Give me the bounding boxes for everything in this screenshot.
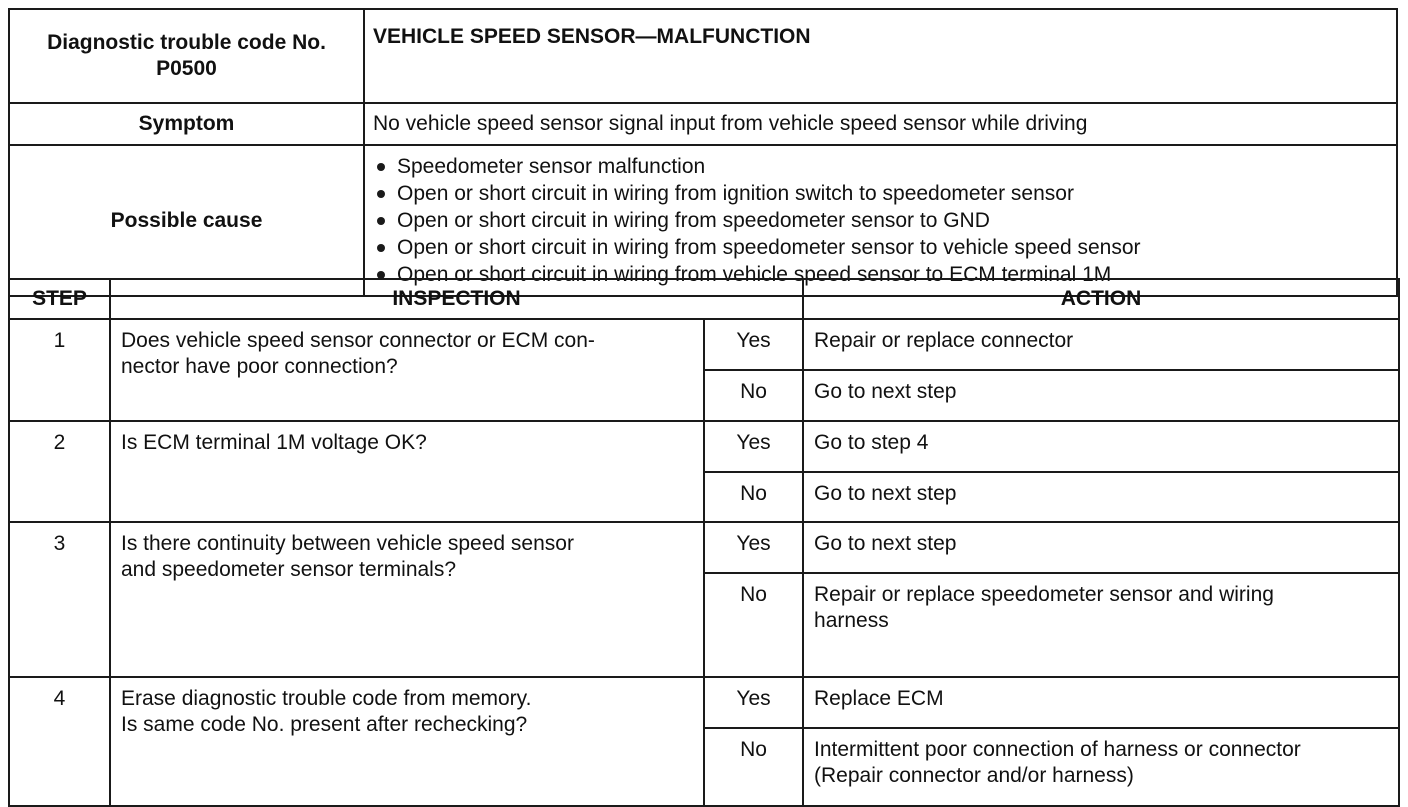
yes-label: Yes bbox=[704, 677, 803, 728]
inspection-question: Is there continuity between vehicle speed sensor and speedometer sensor terminals? bbox=[110, 522, 704, 677]
yes-label: Yes bbox=[704, 522, 803, 573]
code-row bbox=[9, 9, 1397, 103]
inspection-question: Erase diagnostic trouble code from memory. Is same code No. present after rechecking? bbox=[110, 677, 704, 806]
symptom-label: Symptom bbox=[9, 103, 364, 145]
symptom-row bbox=[9, 103, 1397, 145]
step-row bbox=[9, 677, 1399, 728]
code-header-table bbox=[8, 8, 1398, 297]
no-action: Intermittent poor connection of harness or connector (Repair connector and/or harness) bbox=[803, 728, 1399, 806]
step-column-header: STEP bbox=[9, 279, 110, 319]
inspection-question: Does vehicle speed sensor connector or ECM con- nector have poor connection? bbox=[110, 319, 704, 421]
step-number: 1 bbox=[9, 319, 110, 421]
inspection-question: Is ECM terminal 1M voltage OK? bbox=[110, 421, 704, 522]
step-row bbox=[9, 522, 1399, 573]
no-label: No bbox=[704, 728, 803, 806]
possible-cause-cell bbox=[364, 145, 1397, 296]
no-label: No bbox=[704, 370, 803, 421]
steps-header-row bbox=[9, 279, 1399, 319]
code-label: Diagnostic trouble code No. P0500 bbox=[9, 9, 364, 103]
yes-action: Go to next step bbox=[803, 522, 1399, 573]
action-column-header: ACTION bbox=[803, 279, 1399, 319]
no-label: No bbox=[704, 472, 803, 522]
possible-cause-label: Possible cause bbox=[9, 145, 364, 296]
no-action: Go to next step bbox=[803, 370, 1399, 421]
cause-item: Open or short circuit in wiring from ignition switch to speedometer sensor bbox=[373, 180, 1396, 207]
possible-cause-list bbox=[373, 153, 1396, 288]
inspection-column-header: INSPECTION bbox=[110, 279, 803, 319]
inspection-steps-table bbox=[8, 278, 1400, 807]
step-row bbox=[9, 421, 1399, 472]
step-number: 2 bbox=[9, 421, 110, 522]
step-row bbox=[9, 319, 1399, 370]
yes-label: Yes bbox=[704, 421, 803, 472]
no-action: Go to next step bbox=[803, 472, 1399, 522]
yes-action: Go to step 4 bbox=[803, 421, 1399, 472]
step-number: 3 bbox=[9, 522, 110, 677]
cause-item: Speedometer sensor malfunction bbox=[373, 153, 1396, 180]
cause-item: Open or short circuit in wiring from vehicle speed sensor to ECM terminal 1M bbox=[373, 261, 1396, 288]
symptom-text: No vehicle speed sensor signal input from vehicle speed sensor while driving bbox=[364, 103, 1397, 145]
cause-item: Open or short circuit in wiring from speedometer sensor to vehicle speed sensor bbox=[373, 234, 1396, 261]
yes-label: Yes bbox=[704, 319, 803, 370]
step-number: 4 bbox=[9, 677, 110, 806]
yes-action: Repair or replace connector bbox=[803, 319, 1399, 370]
no-label: No bbox=[704, 573, 803, 677]
no-action: Repair or replace speedometer sensor and wiring harness bbox=[803, 573, 1399, 677]
cause-item: Open or short circuit in wiring from speedometer sensor to GND bbox=[373, 207, 1396, 234]
yes-action: Replace ECM bbox=[803, 677, 1399, 728]
possible-cause-row bbox=[9, 145, 1397, 296]
code-title: VEHICLE SPEED SENSOR—MALFUNCTION bbox=[364, 9, 1397, 103]
